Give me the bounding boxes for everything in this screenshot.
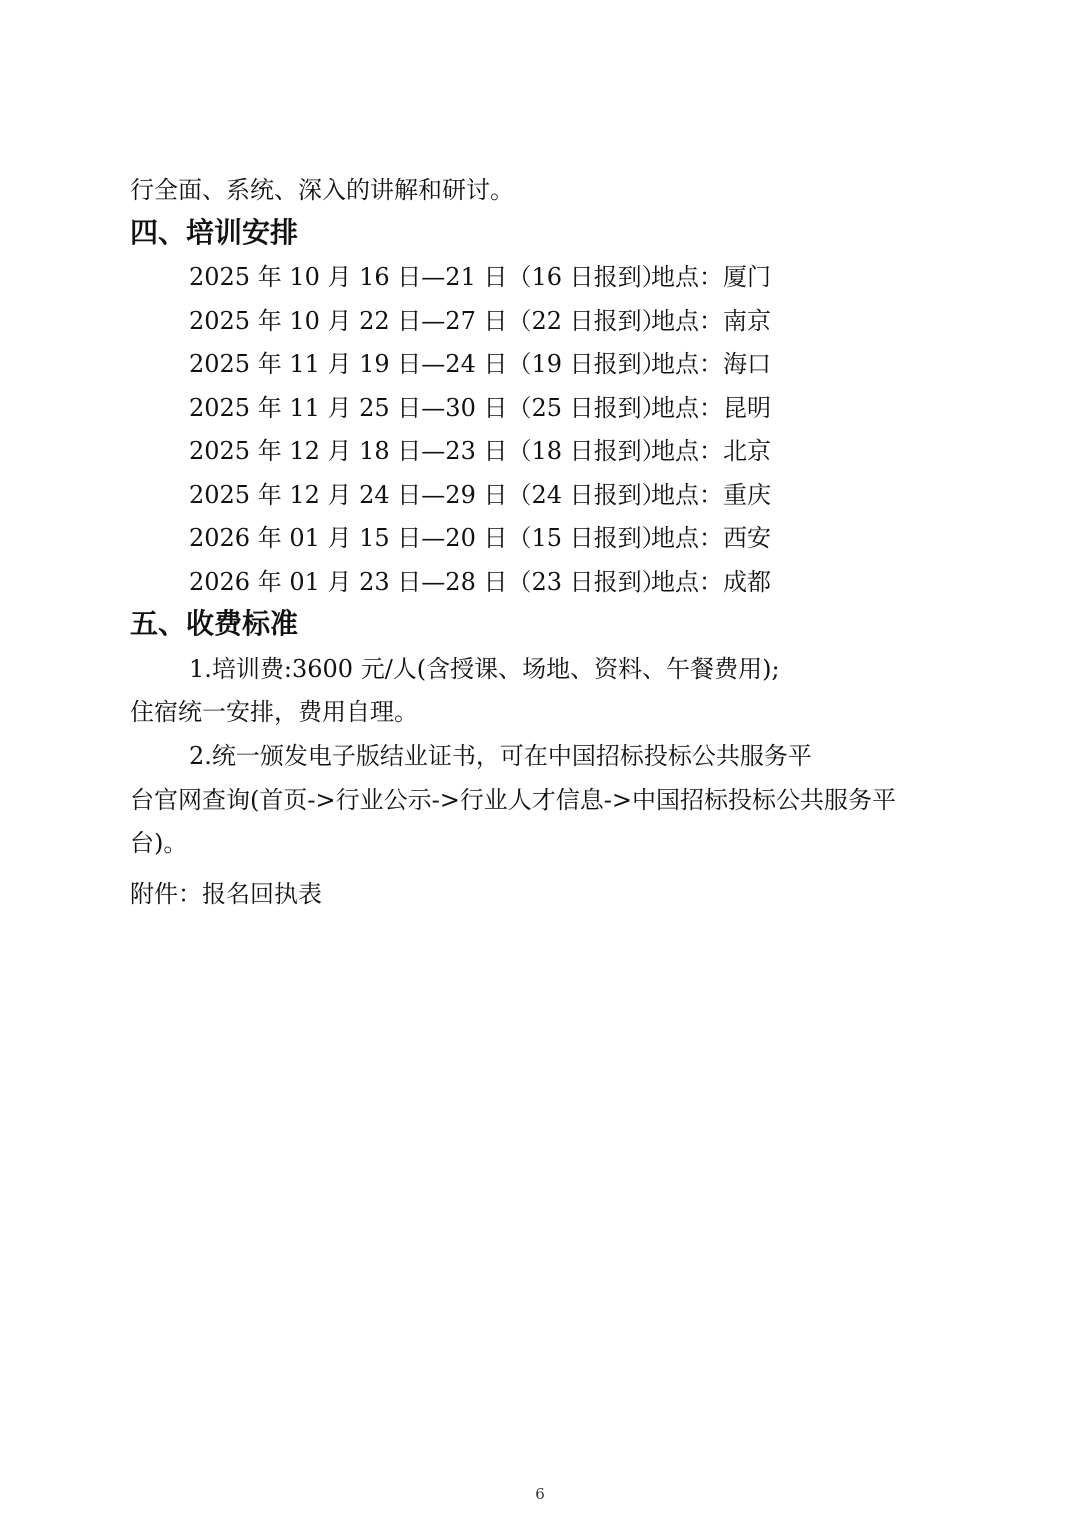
schedule-dates: 2025 年 10 月 22 日—27 日（22 日报到） bbox=[189, 307, 666, 335]
page-number: 6 bbox=[535, 1485, 545, 1503]
schedule-dates: 2026 年 01 月 15 日—20 日（15 日报到） bbox=[189, 524, 666, 552]
schedule-item bbox=[189, 262, 771, 292]
fee-item-2-end: 台)。 bbox=[130, 829, 188, 857]
schedule-dates: 2025 年 11 月 19 日—24 日（19 日报到） bbox=[189, 350, 666, 378]
continuation-paragraph: 行全面、系统、深入的讲解和研讨。 bbox=[130, 176, 514, 204]
schedule-location: 地点：南京 bbox=[651, 307, 771, 335]
schedule-dates: 2026 年 01 月 23 日—28 日（23 日报到） bbox=[189, 568, 666, 596]
schedule-location: 地点：昆明 bbox=[651, 394, 771, 422]
schedule-location: 地点：重庆 bbox=[651, 481, 771, 509]
schedule-location: 地点：厦门 bbox=[651, 263, 771, 291]
fee-item-1: 1.培训费:3600 元/人(含授课、场地、资料、午餐费用); bbox=[189, 655, 780, 683]
schedule-item bbox=[189, 567, 771, 597]
schedule-dates: 2025 年 12 月 24 日—29 日（24 日报到） bbox=[189, 481, 666, 509]
schedule-dates: 2025 年 12 月 18 日—23 日（18 日报到） bbox=[189, 437, 666, 465]
schedule-location: 地点：北京 bbox=[651, 437, 771, 465]
schedule-location: 地点：海口 bbox=[651, 350, 771, 378]
schedule-item bbox=[189, 349, 771, 379]
schedule-location: 地点：成都 bbox=[651, 568, 771, 596]
fee-item-2: 2.统一颁发电子版结业证书，可在中国招标投标公共服务平 bbox=[189, 742, 812, 770]
schedule-dates: 2025 年 10 月 16 日—21 日（16 日报到） bbox=[189, 263, 666, 291]
schedule-dates: 2025 年 11 月 25 日—30 日（25 日报到） bbox=[189, 394, 666, 422]
section-4-heading: 四、培训安排 bbox=[130, 216, 299, 249]
schedule-item bbox=[189, 523, 771, 553]
schedule-item bbox=[189, 393, 771, 423]
section-5-heading: 五、收费标准 bbox=[130, 607, 299, 640]
fee-item-2-continuation: 台官网查询(首页->行业公示->行业人才信息->中国招标投标公共服务平 bbox=[130, 786, 897, 814]
schedule-item bbox=[189, 480, 771, 510]
schedule-item bbox=[189, 306, 771, 336]
schedule-item bbox=[189, 436, 771, 466]
fee-item-1-continuation: 住宿统一安排，费用自理。 bbox=[130, 698, 418, 726]
schedule-location: 地点：西安 bbox=[651, 524, 771, 552]
attachment-note: 附件：报名回执表 bbox=[130, 880, 322, 908]
